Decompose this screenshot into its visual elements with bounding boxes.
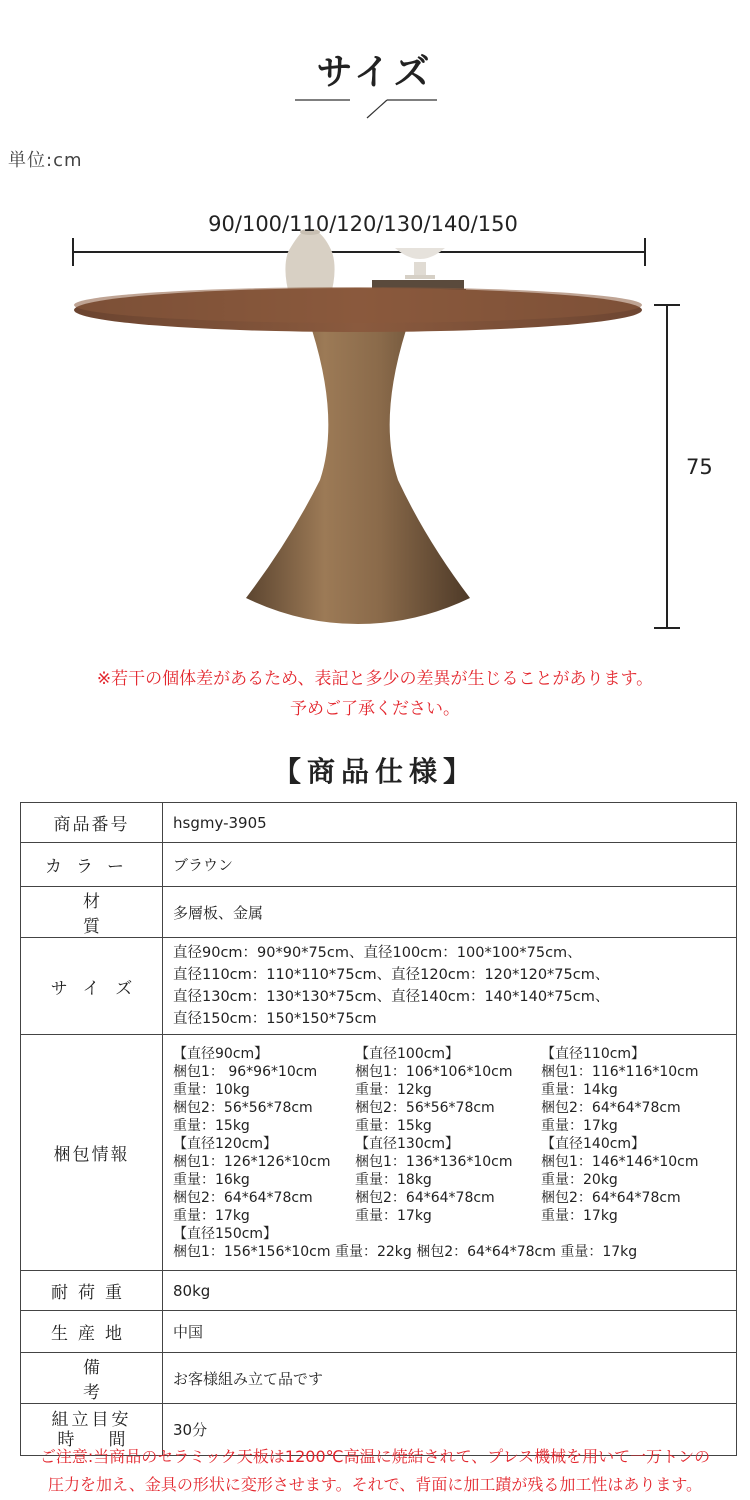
package-row-2 [173,1135,736,1225]
spec-value-assembly: 30分 [163,1404,737,1456]
package-header: 【直径120cm】 [173,1135,278,1152]
package-line: 梱包1：116*116*10cm [541,1063,699,1080]
height-dimension-line [654,305,680,628]
table-row [21,803,737,843]
package-line: 重量：10kg [173,1081,250,1098]
ceramic-notice-continued: 圧力を加え、金具の形状に変形させます。それで、背面に加工蹟が残る加工性はあります。 [47,1475,703,1494]
package-line: 重量：17kg [173,1207,250,1224]
spec-label: カラー [21,843,163,887]
spec-label: 耐荷重 [21,1271,163,1311]
package-group [355,1045,541,1135]
height-dimension-label: 75 [686,455,713,479]
package-line: 梱包2：64*64*78cm [541,1099,681,1116]
package-header: 【直径100cm】 [355,1045,460,1062]
package-line: 重量：18kg [355,1171,432,1188]
unit-label: 単位:cm [8,150,83,171]
table-row [21,1035,737,1271]
package-line: 重量：17kg [541,1207,618,1224]
package-line: 重量：15kg [355,1117,432,1134]
spec-value-origin: 中国 [163,1311,737,1353]
package-line: 梱包2：64*64*78cm [173,1189,313,1206]
package-line: 梱包2：64*64*78cm [355,1189,495,1206]
spec-value-material: 多層板、金属 [163,887,737,938]
spec-value-model: hsgmy-3905 [163,803,737,843]
table-row [21,1311,737,1353]
table-row [21,887,737,938]
size-line: 直径150cm：150*150*75cm [173,1011,377,1027]
package-line: 梱包2：56*56*78cm [173,1099,313,1116]
package-header: 【直径110cm】 [541,1045,646,1062]
package-line: 梱包2：56*56*78cm [355,1099,495,1116]
ceramic-notice: ご注意:当商品のセラミック天板は1200℃高温に焼結されて、プレス機械を用いて一万トンの [39,1447,711,1466]
spec-label: 生産地 [21,1311,163,1353]
table-row [21,1353,737,1404]
package-line: 重量：16kg [173,1171,250,1188]
package-group [541,1045,723,1135]
size-line: 直径130cm：130*130*75cm、直径140cm：140*140*75cm、 [173,989,610,1005]
spec-label: 梱包情報 [21,1035,163,1271]
page-title: サイズ [316,52,434,93]
package-line: 梱包1：106*106*10cm [355,1063,513,1080]
bowl-decoration [395,248,445,279]
package-header: 【直径90cm】 [173,1045,269,1062]
package-line: 梱包1：136*136*10cm [355,1153,513,1170]
package-group [541,1135,723,1225]
package-header: 【直径130cm】 [355,1135,460,1152]
spec-label: 材質 [21,887,163,938]
spec-table [20,802,737,1456]
spec-value-load: 80kg [163,1271,737,1311]
package-line: 重量：12kg [355,1081,432,1098]
package-group [173,1045,355,1135]
package-line: 梱包2：64*64*78cm [541,1189,681,1206]
spec-value-size [163,938,737,1035]
package-line: 梱包1：126*126*10cm [173,1153,331,1170]
spec-value-remark: お客様組み立て品です [163,1353,737,1404]
package-line: 重量：17kg [355,1207,432,1224]
table-row [21,843,737,887]
product-drawing [0,0,750,650]
variance-note-continued: 予めご了承ください。 [290,699,460,719]
package-line: 重量：14kg [541,1081,618,1098]
package-group [355,1135,541,1225]
package-line: 梱包1： 96*96*10cm [173,1063,318,1080]
package-line: 梱包1：156*156*10cm 重量：22kg 梱包2：64*64*78cm 重量：17kg [173,1243,638,1260]
width-dimension-label: 90/100/110/120/130/140/150 [208,212,518,236]
spec-heading: 【商品仕様】 [272,755,477,788]
table-row [21,1271,737,1311]
spec-label: 時間 [57,1429,160,1450]
package-group [173,1135,355,1225]
width-dimension-line [73,238,645,266]
pedestal-base [246,330,470,624]
package-line: 梱包1：146*146*10cm [541,1153,699,1170]
spec-label: 組立目安 [51,1409,132,1430]
package-header: 【直径150cm】 [173,1225,278,1242]
size-line: 直径90cm：90*90*75cm、直径100cm：100*100*75cm、 [173,945,582,961]
package-line: 重量：15kg [173,1117,250,1134]
package-line: 重量：20kg [541,1171,618,1188]
package-row-1 [173,1045,736,1135]
table-row [21,938,737,1035]
spec-label: 商品番号 [21,803,163,843]
spec-value-color: ブラウン [163,843,737,887]
spec-value-package [163,1035,737,1271]
spec-label: 備考 [21,1353,163,1404]
package-line: 重量：17kg [541,1117,618,1134]
package-header: 【直径140cm】 [541,1135,646,1152]
spec-label: サイズ [21,938,163,1035]
variance-note: ※若干の個体差があるため、表記と多少の差異が生じることがあります。 [96,669,654,689]
size-line: 直径110cm：110*110*75cm、直径120cm：120*120*75cm、 [173,967,610,983]
